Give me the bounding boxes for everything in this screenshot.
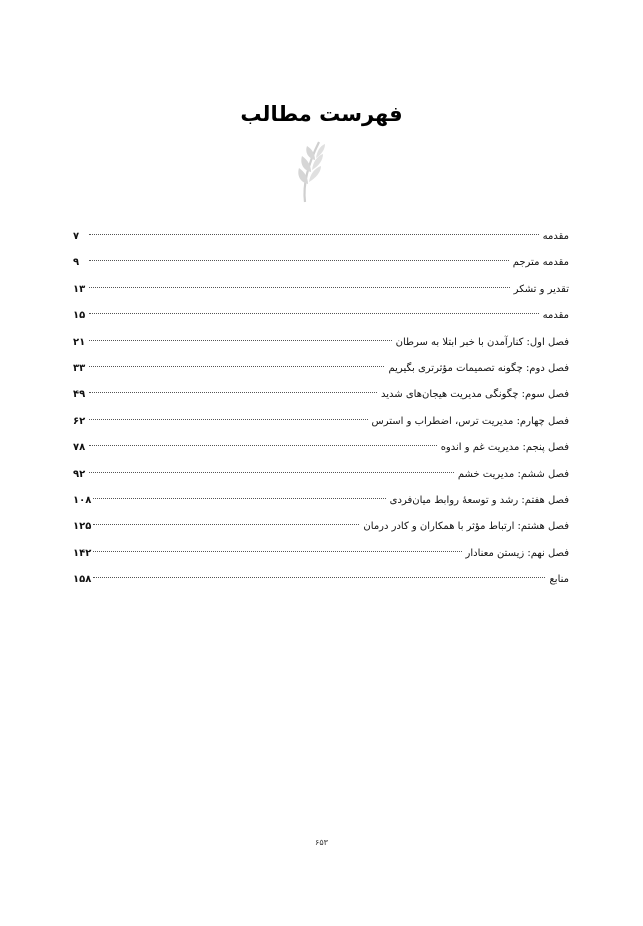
toc-entry-label: تقدیر و تشکر	[513, 283, 569, 295]
toc-entry-preface[interactable]	[73, 303, 569, 329]
toc-leader-dots	[89, 260, 509, 261]
toc-entry-chapter-9[interactable]	[73, 541, 569, 567]
toc-entry-page: ۷	[73, 231, 80, 242]
toc-entry-page: ۱۵	[73, 310, 86, 322]
toc-leader-dots	[89, 366, 384, 367]
toc-entry-page: ۱۵۸	[73, 574, 92, 586]
table-of-contents	[73, 224, 569, 593]
toc-entry-introduction[interactable]	[73, 224, 569, 250]
toc-entry-chapter-7[interactable]	[73, 488, 569, 514]
toc-entry-page: ۹	[73, 257, 80, 269]
toc-leader-dots	[89, 287, 510, 288]
toc-entry-acknowledgements[interactable]	[73, 277, 569, 303]
toc-entry-translator-intro[interactable]	[73, 250, 569, 276]
toc-leader-dots	[89, 392, 377, 393]
toc-entry-chapter-3[interactable]	[73, 382, 569, 408]
toc-entry-label: منابع	[549, 574, 569, 586]
toc-leader-dots	[89, 313, 539, 314]
toc-leader-dots	[93, 551, 461, 552]
toc-entry-chapter-4[interactable]	[73, 409, 569, 435]
toc-entry-chapter-1[interactable]	[73, 330, 569, 356]
page-number: ۶۵۳	[315, 838, 328, 847]
toc-entry-page: ۴۹	[73, 389, 86, 401]
toc-entry-label: فصل ششم: مدیریت خشم	[457, 468, 569, 480]
toc-entry-chapter-8[interactable]	[73, 514, 569, 540]
wheat-leaf-icon	[291, 136, 331, 206]
toc-entry-label: فصل چهارم: مدیریت ترس، اضطراب و استرس	[371, 415, 569, 427]
toc-entry-label: فصل هشتم: ارتباط مؤثر با همکاران و کادر درمان	[363, 521, 569, 533]
toc-entry-label: فصل پنجم: مدیریت غم و اندوه	[440, 442, 569, 454]
toc-leader-dots	[89, 419, 368, 420]
toc-entry-label: مقدمه مترجم	[512, 257, 569, 269]
toc-entry-page: ۱۲۵	[73, 521, 92, 533]
toc-leader-dots	[89, 234, 539, 235]
toc-entry-label: فصل دوم: چگونه تصمیمات مؤثرتری بگیریم	[388, 362, 569, 374]
toc-entry-label: فصل هفتم: رشد و توسعهٔ روابط میان‌فردی	[389, 494, 569, 506]
toc-leader-dots	[93, 524, 359, 525]
toc-entry-chapter-5[interactable]	[73, 435, 569, 461]
toc-entry-label: مقدمه	[542, 231, 569, 242]
page-title: فهرست مطالب	[240, 102, 403, 126]
toc-entry-chapter-2[interactable]	[73, 356, 569, 382]
toc-entry-page: ۱۰۸	[73, 494, 92, 506]
toc-entry-page: ۳۳	[73, 362, 86, 374]
toc-leader-dots	[89, 472, 454, 473]
toc-entry-references[interactable]	[73, 567, 569, 593]
toc-leader-dots	[93, 577, 545, 578]
toc-entry-label: مقدمه	[542, 310, 569, 322]
toc-leader-dots	[93, 498, 385, 499]
toc-entry-page: ۶۲	[73, 415, 86, 427]
toc-entry-page: ۱۳	[73, 283, 86, 295]
toc-entry-page: ۹۲	[73, 468, 86, 480]
toc-leader-dots	[89, 340, 392, 341]
toc-entry-page: ۲۱	[73, 336, 86, 348]
toc-entry-label: فصل اول: کنارآمدن با خبر ابتلا به سرطان	[395, 336, 569, 348]
toc-entry-label: فصل نهم: زیستن معنادار	[465, 547, 569, 559]
toc-entry-label: فصل سوم: چگونگی مدیریت هیجان‌های شدید	[381, 389, 569, 401]
toc-leader-dots	[89, 445, 437, 446]
toc-entry-page: ۷۸	[73, 442, 86, 454]
toc-entry-page: ۱۴۲	[73, 547, 92, 559]
toc-entry-chapter-6[interactable]	[73, 462, 569, 488]
